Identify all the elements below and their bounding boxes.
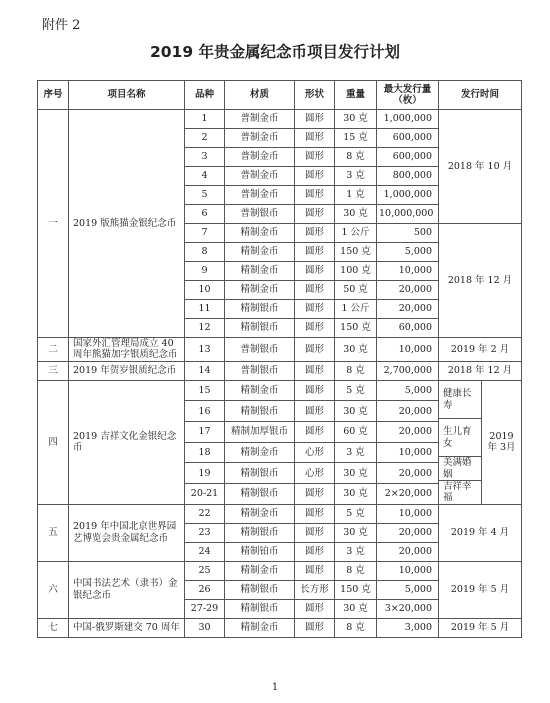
shape: 圆形 (295, 148, 335, 167)
weight: 8 克 (335, 618, 377, 637)
item-number: 25 (185, 561, 225, 580)
weight: 3 克 (335, 167, 377, 186)
shape: 圆形 (295, 561, 335, 580)
max-quantity: 20,000 (377, 281, 439, 300)
project-name: 中国书法艺术（隶书）金银纪念币 (69, 561, 185, 618)
table-row (38, 561, 522, 580)
material: 精制银币 (225, 401, 295, 422)
item-number: 11 (185, 300, 225, 319)
shape: 心形 (295, 463, 335, 484)
shape: 长方形 (295, 580, 335, 599)
table-row (38, 110, 522, 129)
theme-label: 美满婚姻 (439, 457, 482, 481)
shape: 圆形 (295, 401, 335, 422)
shape: 圆形 (295, 599, 335, 618)
shape: 圆形 (295, 523, 335, 542)
max-quantity: 10,000 (377, 262, 439, 281)
weight: 30 克 (335, 599, 377, 618)
weight: 1 克 (335, 186, 377, 205)
material: 精制铂币 (225, 542, 295, 561)
shape: 圆形 (295, 262, 335, 281)
issue-date: 2019 年 5 月 (439, 561, 522, 618)
weight: 100 克 (335, 262, 377, 281)
item-number: 19 (185, 463, 225, 484)
weight: 1 公斤 (335, 224, 377, 243)
max-quantity: 20,000 (377, 422, 439, 443)
shape: 圆形 (295, 618, 335, 637)
header-shape: 形状 (295, 81, 335, 110)
weight: 30 克 (335, 484, 377, 505)
shape: 圆形 (295, 504, 335, 523)
attachment-label: 附件 2 (42, 18, 81, 33)
theme-subtable (439, 381, 521, 504)
header-no: 序号 (38, 81, 69, 110)
weight: 30 克 (335, 523, 377, 542)
theme-label: 吉祥幸福 (439, 481, 482, 504)
project-name: 2019 版熊猫金银纪念币 (69, 110, 185, 338)
item-number: 12 (185, 319, 225, 338)
header-row (38, 81, 522, 110)
weight: 8 克 (335, 361, 377, 380)
max-quantity: 10,000 (377, 504, 439, 523)
max-quantity: 600,000 (377, 148, 439, 167)
max-quantity: 20,000 (377, 542, 439, 561)
item-number: 9 (185, 262, 225, 281)
item-number: 30 (185, 618, 225, 637)
material: 精制金币 (225, 561, 295, 580)
theme-date-cell (439, 380, 522, 504)
project-number: 四 (38, 380, 69, 504)
shape: 圆形 (295, 224, 335, 243)
item-number: 14 (185, 361, 225, 380)
project-number: 三 (38, 361, 69, 380)
weight: 60 克 (335, 422, 377, 443)
header-material: 材质 (225, 81, 295, 110)
header-weight: 重量 (335, 81, 377, 110)
material: 精制金币 (225, 243, 295, 262)
material: 精制银币 (225, 484, 295, 505)
shape: 圆形 (295, 361, 335, 380)
weight: 150 克 (335, 319, 377, 338)
max-quantity: 1,000,000 (377, 110, 439, 129)
table-row (38, 504, 522, 523)
material: 普制金币 (225, 186, 295, 205)
weight: 5 克 (335, 504, 377, 523)
item-number: 7 (185, 224, 225, 243)
max-quantity: 10,000,000 (377, 205, 439, 224)
weight: 3 克 (335, 442, 377, 463)
item-number: 23 (185, 523, 225, 542)
shape: 圆形 (295, 205, 335, 224)
material: 精制金币 (225, 262, 295, 281)
weight: 150 克 (335, 580, 377, 599)
header-date: 发行时间 (439, 81, 522, 110)
item-number: 18 (185, 442, 225, 463)
weight: 30 克 (335, 205, 377, 224)
material: 精制银币 (225, 523, 295, 542)
weight: 8 克 (335, 561, 377, 580)
weight: 150 克 (335, 243, 377, 262)
shape: 圆形 (295, 186, 335, 205)
shape: 圆形 (295, 300, 335, 319)
table-row (38, 618, 522, 637)
item-number: 13 (185, 338, 225, 362)
weight: 30 克 (335, 338, 377, 362)
item-number: 5 (185, 186, 225, 205)
material: 精制加厚银币 (225, 422, 295, 443)
material: 普制银币 (225, 338, 295, 362)
project-number: 二 (38, 338, 69, 362)
item-number: 3 (185, 148, 225, 167)
item-number: 15 (185, 380, 225, 401)
material: 精制银币 (225, 463, 295, 484)
max-quantity: 60,000 (377, 319, 439, 338)
item-number: 27-29 (185, 599, 225, 618)
max-quantity: 800,000 (377, 167, 439, 186)
material: 精制金币 (225, 281, 295, 300)
item-number: 8 (185, 243, 225, 262)
shape: 心形 (295, 442, 335, 463)
material: 精制银币 (225, 300, 295, 319)
project-number: 七 (38, 618, 69, 637)
table-row (38, 380, 522, 401)
max-quantity: 20,000 (377, 463, 439, 484)
max-quantity: 1,000,000 (377, 186, 439, 205)
material: 精制金币 (225, 442, 295, 463)
weight: 50 克 (335, 281, 377, 300)
header-max-qty: 最大发行量（枚） (377, 81, 439, 110)
header-name: 项目名称 (69, 81, 185, 110)
max-quantity: 5,000 (377, 243, 439, 262)
max-quantity: 10,000 (377, 561, 439, 580)
max-quantity: 10,000 (377, 442, 439, 463)
max-quantity: 3×20,000 (377, 599, 439, 618)
material: 普制银币 (225, 205, 295, 224)
material: 精制银币 (225, 580, 295, 599)
issue-date: 2018 年 12 月 (439, 224, 522, 338)
theme-label: 生儿育女 (439, 419, 482, 457)
shape: 圆形 (295, 542, 335, 561)
weight: 5 克 (335, 380, 377, 401)
max-quantity: 10,000 (377, 338, 439, 362)
shape: 圆形 (295, 380, 335, 401)
item-number: 4 (185, 167, 225, 186)
max-quantity: 3,000 (377, 618, 439, 637)
item-number: 17 (185, 422, 225, 443)
page-number: 1 (271, 682, 279, 693)
issue-date: 2018 年 12 月 (439, 361, 522, 380)
item-number: 1 (185, 110, 225, 129)
issue-date: 2019 年 5 月 (439, 618, 522, 637)
max-quantity: 2×20,000 (377, 484, 439, 505)
weight: 1 公斤 (335, 300, 377, 319)
table-row (38, 338, 522, 362)
item-number: 20-21 (185, 484, 225, 505)
material: 普制金币 (225, 129, 295, 148)
material: 普制金币 (225, 167, 295, 186)
max-quantity: 5,000 (377, 580, 439, 599)
max-quantity: 20,000 (377, 523, 439, 542)
max-quantity: 20,000 (377, 401, 439, 422)
max-quantity: 5,000 (377, 380, 439, 401)
weight: 15 克 (335, 129, 377, 148)
item-number: 24 (185, 542, 225, 561)
material: 精制金币 (225, 504, 295, 523)
item-number: 2 (185, 129, 225, 148)
issue-date: 2018 年 10 月 (439, 110, 522, 224)
max-quantity: 2,700,000 (377, 361, 439, 380)
page-title: 2019 年贵金属纪念币项目发行计划 (149, 43, 401, 61)
project-name: 中国-俄罗斯建交 70 周年 (69, 618, 185, 637)
max-quantity: 600,000 (377, 129, 439, 148)
project-name: 2019 年贺岁银质纪念币 (69, 361, 185, 380)
material: 精制银币 (225, 599, 295, 618)
item-number: 22 (185, 504, 225, 523)
max-quantity: 20,000 (377, 300, 439, 319)
shape: 圆形 (295, 243, 335, 262)
max-quantity: 500 (377, 224, 439, 243)
item-number: 10 (185, 281, 225, 300)
material: 精制银币 (225, 319, 295, 338)
shape: 圆形 (295, 484, 335, 505)
weight: 8 克 (335, 148, 377, 167)
project-name: 2019 年中国北京世界园艺博览会贵金属纪念币 (69, 504, 185, 561)
shape: 圆形 (295, 422, 335, 443)
issue-date: 2019 年 4 月 (439, 504, 522, 561)
item-number: 16 (185, 401, 225, 422)
issue-date: 2019 年 3月 (487, 430, 516, 454)
material: 精制金币 (225, 618, 295, 637)
weight: 3 克 (335, 542, 377, 561)
material: 精制金币 (225, 224, 295, 243)
item-number: 26 (185, 580, 225, 599)
project-number: 一 (38, 110, 69, 338)
project-name: 2019 吉祥文化金银纪念币 (69, 380, 185, 504)
material: 普制金币 (225, 110, 295, 129)
shape: 圆形 (295, 110, 335, 129)
shape: 圆形 (295, 338, 335, 362)
item-number: 6 (185, 205, 225, 224)
shape: 圆形 (295, 167, 335, 186)
shape: 圆形 (295, 319, 335, 338)
weight: 30 克 (335, 110, 377, 129)
weight: 30 克 (335, 401, 377, 422)
project-name: 国家外汇管理局成立 40 周年熊猫加字银质纪念币 (69, 338, 185, 362)
table-row (38, 361, 522, 380)
project-number: 五 (38, 504, 69, 561)
theme-label: 健康长寿 (439, 381, 482, 419)
shape: 圆形 (295, 129, 335, 148)
material: 普制银币 (225, 361, 295, 380)
issuance-plan-table (37, 80, 522, 638)
project-number: 六 (38, 561, 69, 618)
shape: 圆形 (295, 281, 335, 300)
header-item: 品种 (185, 81, 225, 110)
weight: 30 克 (335, 463, 377, 484)
material: 精制金币 (225, 380, 295, 401)
material: 普制金币 (225, 148, 295, 167)
issue-date: 2019 年 2 月 (439, 338, 522, 362)
